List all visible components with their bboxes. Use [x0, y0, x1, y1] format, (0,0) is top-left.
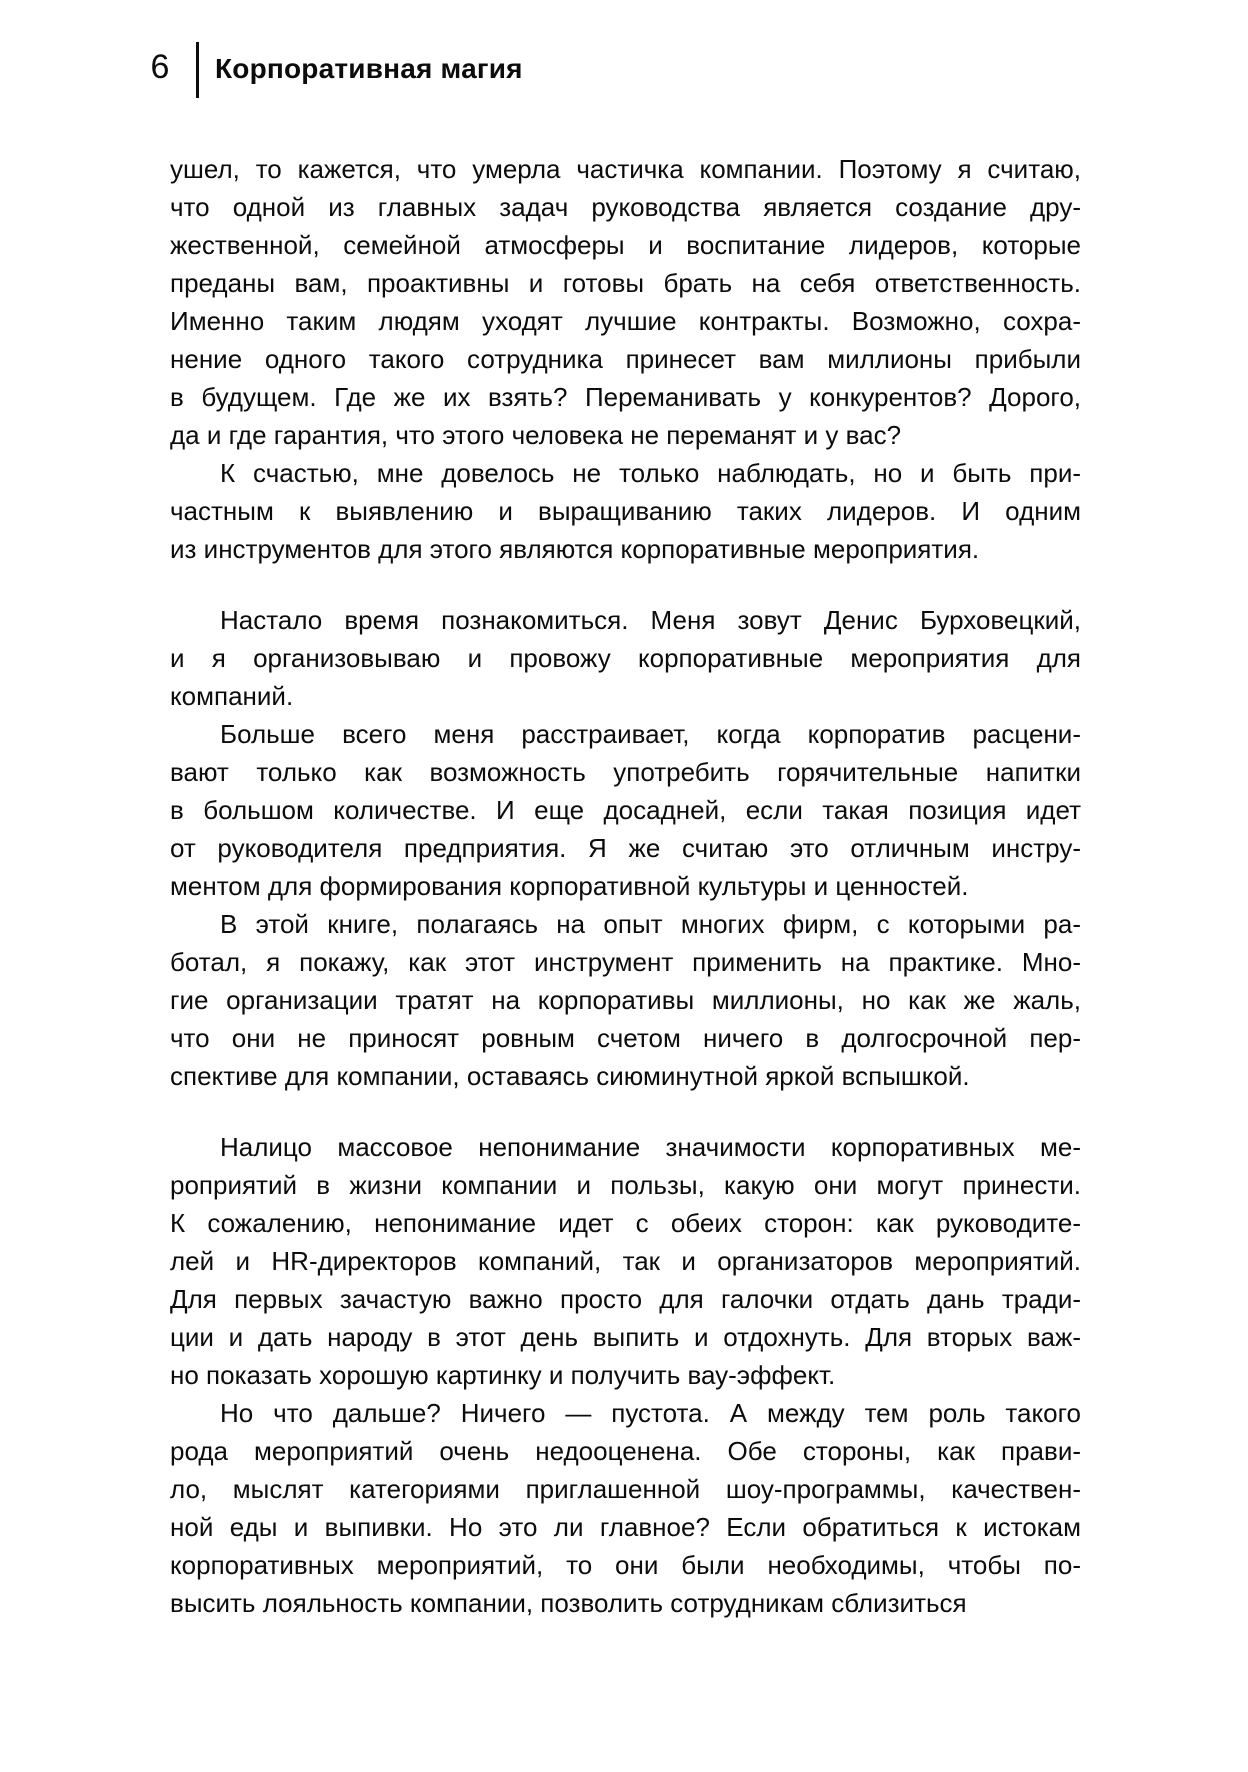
- text-line: В этой книге, полагаясь на опыт многих фирм, с которыми ра-: [220, 909, 1081, 939]
- paragraph: [170, 905, 1081, 1095]
- text-line: да и где гарантия, что этого человека не переманят и у вас?: [170, 420, 902, 450]
- text-line: компаний.: [170, 681, 294, 711]
- text-line: ботал, я покажу, как этот инструмент применить на практике. Мно-: [170, 947, 1081, 977]
- text-line: что они не приносят ровным счетом ничего в долгосрочной пер-: [170, 1023, 1081, 1053]
- page-number: 6: [150, 48, 170, 86]
- text-line: рода мероприятий очень недооценена. Обе стороны, как прави-: [170, 1436, 1081, 1466]
- text-line: от руководителя предприятия. Я же считаю это отличным инстру-: [170, 833, 1081, 863]
- text-line: в большом количестве. И еще досадней, если такая позиция идет: [170, 795, 1081, 825]
- page-body: [170, 150, 1081, 1622]
- text-line: лей и HR-директоров компаний, так и организаторов мероприятий.: [170, 1246, 1081, 1276]
- paragraph: [170, 150, 1081, 454]
- text-line: К сожалению, непонимание идет с обеих сторон: как руководите-: [170, 1208, 1081, 1238]
- text-line: ции и дать народу в этот день выпить и отдохнуть. Для вторых важ-: [170, 1322, 1081, 1352]
- text-line: Но что дальше? Ничего — пустота. А между тем роль такого: [220, 1398, 1081, 1428]
- paragraph: [170, 601, 1081, 715]
- text-line: корпоративных мероприятий, то они были необходимы, чтобы по-: [170, 1550, 1081, 1580]
- header-divider: [196, 42, 199, 98]
- running-title: Корпоративная магия: [215, 53, 523, 84]
- text-line: но показать хорошую картинку и получить вау-эффект.: [170, 1360, 836, 1390]
- text-line: из инструментов для этого являются корпоративные мероприятия.: [170, 534, 980, 564]
- running-header: [0, 0, 1248, 110]
- paragraph: [170, 454, 1081, 568]
- text-line: гие организации тратят на корпоративы миллионы, но как же жаль,: [170, 985, 1081, 1015]
- text-line: частным к выявлению и выращиванию таких лидеров. И одним: [170, 496, 1081, 526]
- text-line: К счастью, мне довелось не только наблюдать, но и быть при-: [220, 458, 1081, 488]
- paragraph: [170, 715, 1081, 905]
- text-line: Налицо массовое непонимание значимости корпоративных ме-: [220, 1132, 1081, 1162]
- text-line: вают только как возможность употребить горячительные напитки: [170, 757, 1081, 787]
- text-line: ло, мыслят категориями приглашенной шоу-программы, качествен-: [170, 1474, 1081, 1504]
- paragraph: [170, 1128, 1081, 1394]
- text-line: ушел, то кажется, что умерла частичка компании. Поэтому я считаю,: [170, 154, 1081, 184]
- text-line: нение одного такого сотрудника принесет вам миллионы прибыли: [170, 344, 1081, 374]
- text-line: и я организовываю и провожу корпоративные мероприятия для: [170, 643, 1081, 673]
- text-line: роприятий в жизни компании и пользы, какую они могут принести.: [170, 1170, 1081, 1200]
- text-line: Именно таким людям уходят лучшие контракты. Возможно, сохра-: [170, 306, 1081, 336]
- text-line: преданы вам, проактивны и готовы брать на себя ответственность.: [170, 268, 1081, 298]
- text-line: ментом для формирования корпоративной культуры и ценностей.: [170, 871, 969, 901]
- text-line: Больше всего меня расстраивает, когда корпоратив расцени-: [220, 719, 1081, 749]
- paragraph: [170, 1394, 1081, 1622]
- text-line: спективе для компании, оставаясь сиюминутной яркой вспышкой.: [170, 1061, 970, 1091]
- text-line: ной еды и выпивки. Но это ли главное? Если обратиться к истокам: [170, 1512, 1081, 1542]
- text-line: жественной, семейной атмосферы и воспитание лидеров, которые: [170, 230, 1081, 260]
- text-line: Для первых зачастую важно просто для галочки отдать дань тради-: [170, 1284, 1081, 1314]
- text-line: высить лояльность компании, позволить сотрудникам сблизиться: [170, 1588, 967, 1618]
- text-line: в будущем. Где же их взять? Переманивать у конкурентов? Дорого,: [170, 382, 1081, 412]
- text-line: что одной из главных задач руководства является создание дру-: [170, 192, 1081, 222]
- text-line: Настало время познакомиться. Меня зовут Денис Бурховецкий,: [220, 605, 1081, 635]
